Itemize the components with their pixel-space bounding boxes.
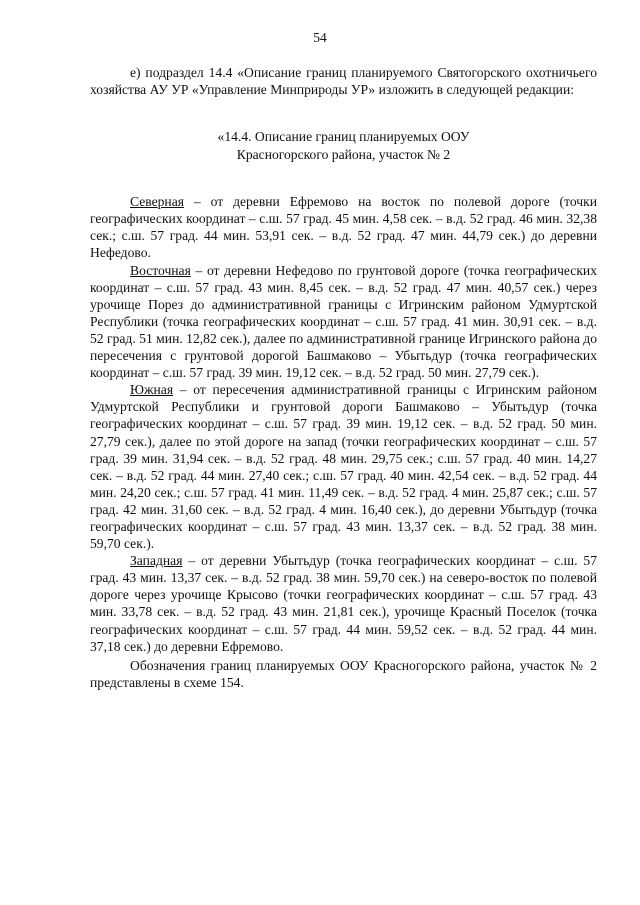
closing-paragraph: Обозначения границ планируемых ООУ Красногорского района, участок № 2 представлены в схеме 154. xyxy=(90,657,597,690)
boundary-south-paragraph xyxy=(90,381,597,552)
page-number: 54 xyxy=(313,30,327,45)
boundary-east-term: Восточная xyxy=(130,262,191,278)
section-heading-line-2: Красногорского района, участок № 2 xyxy=(236,146,451,162)
intro-paragraph: е) подраздел 14.4 «Описание границ планируемого Святогорского охотничьего хозяйства АУ УР «Управление Минприроды УР» изложить в следующей редакции: xyxy=(90,65,597,98)
boundary-west-paragraph xyxy=(90,552,597,655)
boundary-north-paragraph xyxy=(90,193,597,261)
boundary-south-term: Южная xyxy=(130,382,174,398)
boundary-south-text: – от пересечения административной границы с Игринским районом Удмуртской Республики и грунтовой дороги Башмаково – Убытьдур (точка географических координат – с.ш. 57 град. 39 мин. 19,12 сек. – в.д. 52 град. 50 мин. 27,79 сек.), далее по этой дороге на запад (точки географических координат – с.ш. 57 град. 39 мин. 31,94 сек. – в.д. 52 град. 48 мин. 29,75 сек.; с.ш. 57 град. 40 мин. 14,27 сек. – в.д. 52 град. 44 мин. 27,40 сек.; с.ш. 57 град. 40 мин. 42,54 сек. – в.д. 52 град. 44 мин. 24,20 сек.; с.ш. 57 град. 41 мин. 11,49 сек. – в.д. 52 град. 4 мин. 25,87 сек.; с.ш. 57 град. 42 мин. 31,60 сек. – в.д. 52 град. 4 мин. 16,40 сек.), до деревни Убытьдур (точка географических координат – с.ш. 57 град. 43 мин. 13,37 сек. – в.д. 52 град. 38 мин. 59,70 сек.). xyxy=(90,382,597,552)
boundary-north-term: Северная xyxy=(130,194,184,210)
section-heading-line-1: «14.4. Описание границ планируемых ООУ xyxy=(217,129,470,145)
boundary-east-text: – от деревни Нефедово по грунтовой дороге (точка географических координат – с.ш. 57 град. 43 мин. 8,45 сек. – в.д. 52 град. 47 мин. 40,57 сек.) через урочище Порез до административной границы с Игринским районом Удмуртской Республики (точка географических координат – с.ш. 57 град. 41 мин. 30,91 сек. – в.д. 52 град. 51 мин. 12,82 сек.), далее по административной границе Игринского района до пересечения с грунтовой дорогой Башмаково – Убытьдур (точка географических координат – с.ш. 57 град. 39 мин. 19,12 сек. – в.д. 52 град. 50 мин. 27,79 сек.). xyxy=(90,262,597,381)
boundary-west-term: Западная xyxy=(130,553,183,569)
document-body xyxy=(90,64,597,691)
boundary-north-text: – от деревни Ефремово на восток по полевой дороге (точки географических координат – с.ш. 57 град. 45 мин. 4,58 сек. – в.д. 52 град. 46 мин. 32,38 сек.; с.ш. 57 град. 44 мин. 53,91 сек. – в.д. 52 град. 47 мин. 44,79 сек.) до деревни Нефедово. xyxy=(90,194,597,261)
section-heading xyxy=(90,128,597,163)
boundary-west-text: – от деревни Убытьдур (точка географических координат – с.ш. 57 град. 43 мин. 13,37 сек. – в.д. 52 град. 38 мин. 59,70 сек.) на северо-восток по полевой дороге через урочище Крысово (точки географических координат – с.ш. 57 град. 43 мин. 33,78 сек. – в.д. 52 град. 43 мин. 21,81 сек.), урочище Красный Поселок (точка географических координат – с.ш. 57 град. 44 мин. 59,52 сек. – в.д. 52 град. 44 мин. 37,18 сек.) до деревни Ефремово. xyxy=(90,553,597,654)
boundary-east-paragraph xyxy=(90,262,597,382)
